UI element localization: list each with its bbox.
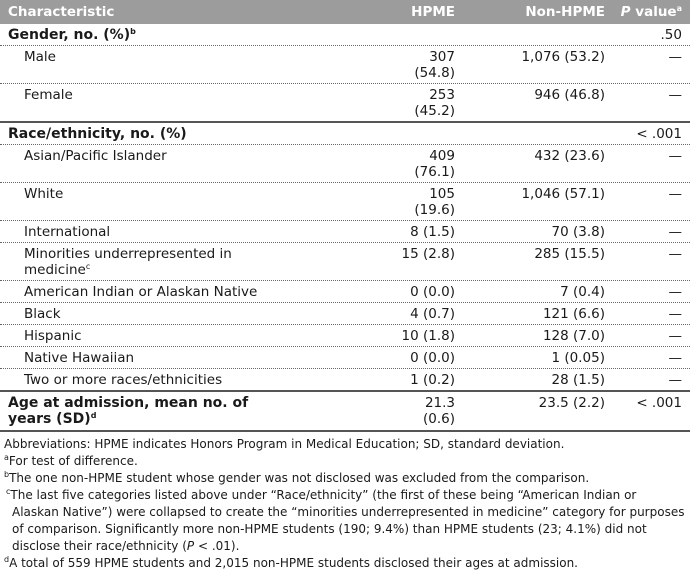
abbreviations-note: Abbreviations: HPME indicates Honors Program in Medical Education; SD, standard deviation.: [4, 437, 565, 451]
header-non-hpme: Non-HPME: [525, 4, 605, 20]
table-row: Black 4 (0.7) 121 (6.6) —: [0, 303, 690, 325]
p-value: < .001: [636, 126, 682, 142]
p-value: .50: [660, 27, 682, 43]
header-characteristic: Characteristic: [8, 4, 115, 20]
table-header-row: [0, 0, 690, 24]
table-row: American Indian or Alaskan Native 0 (0.0) 7 (0.4) —: [0, 281, 690, 303]
section-label: Race/ethnicity, no. (%): [8, 126, 187, 142]
table-row: White 105 (19.6) 1,046 (57.1) —: [0, 183, 690, 221]
section-gender: Gender, no. (%)$^b$ .50: [0, 24, 690, 46]
table-row: Minorities underrepresented in medicine$^c$ 15 (2.8) 285 (15.5) —: [0, 243, 690, 281]
header-p-value: P value$^a$: [620, 4, 682, 20]
section-label: Gender, no. (%): [8, 27, 131, 43]
footnote-d: $^d$A total of 559 HPME students and 2,015 non-HPME students disclosed their ages at admission.: [4, 555, 578, 570]
p-value: < .001: [636, 395, 682, 411]
section-race-ethnicity: [0, 123, 690, 145]
footnote-c: $^c$The last five categories listed above under “Race/ethnicity” (the first of these being “American Indian or Alaskan Native”) were collapsed to create the “minorities underrepresented in medicine” category for purposes of comparison. Significantly more non-HPME students (190; 9.4%) than HPME students (23; 4.1%) did not disclose their race/ethnicity (P < .01).: [6, 487, 685, 553]
footnote-b: $^b$The one non-HPME student whose gender was not disclosed was excluded from the comparison.: [4, 470, 590, 485]
table-row: Hispanic 10 (1.8) 128 (7.0) —: [0, 325, 690, 347]
header-hpme: HPME: [411, 4, 455, 20]
table-row: Two or more races/ethnicities 1 (0.2) 28 (1.5) —: [0, 369, 690, 392]
table-row: Asian/Pacific Islander 409 (76.1) 432 (23.6) —: [0, 145, 690, 183]
table-row: Female 253 (45.2) 946 (46.8) —: [0, 84, 690, 123]
table-row: Native Hawaiian 0 (0.0) 1 (0.05) —: [0, 347, 690, 369]
footnotes: [0, 432, 690, 572]
section-age-at-admission: Age at admission, mean no. of years (SD)$^d$ 21.3 (0.6) 23.5 (2.2) < .001: [0, 392, 690, 432]
table-row: Male 307 (54.8) 1,076 (53.2) —: [0, 46, 690, 84]
footnote-a: $^a$For test of difference.: [4, 453, 138, 468]
table-row: International 8 (1.5) 70 (3.8) —: [0, 221, 690, 243]
section-label: Age at admission, mean no. of: [8, 395, 249, 411]
